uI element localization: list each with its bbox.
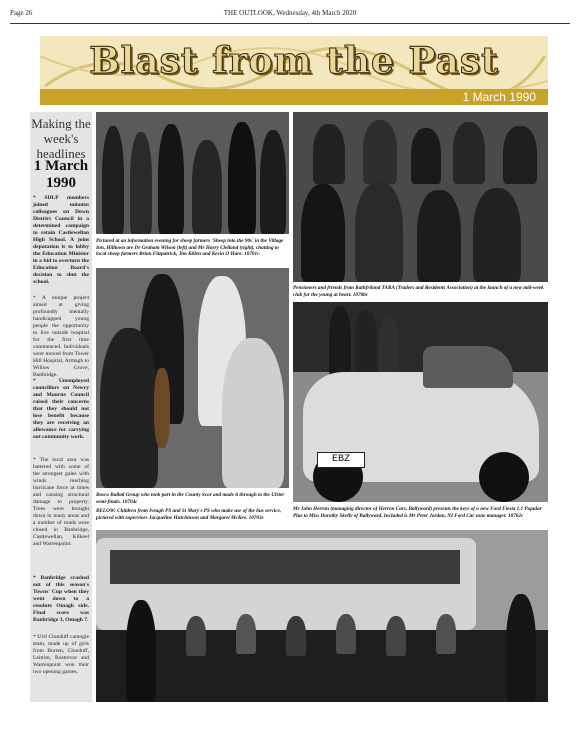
blast-from-past-banner xyxy=(40,36,548,94)
headline-item: * A unique project aimed at giving profoundly mentally handicapped young people the opportunity to live outside hospital for the first time commenced. Individuals were moved from Tower Hill Hospital, Armagh to Willow Grove, Banbridge. xyxy=(33,295,89,378)
caption-ballad-group: Bosco Ballad Group who took part in the County Scor and made it through to the Ulster semi-finals. 10704c xyxy=(96,492,285,505)
caption-pensioners: Pensioners and friends from Rathfriland TARA (Traders and Residents Association) at the launch of a new mid-week club for the young at heart. 10706c xyxy=(293,285,544,298)
paper-dateline: THE OUTLOOK, Wednesday, 4th March 2020 xyxy=(223,9,357,17)
headline-item: * Unemployed councillors on Newry and Mourne Council raised their concerns that they should not lose benefit because they are receiving an allowance for carrying out community work. xyxy=(33,378,89,440)
headline-item: * U18 Clonduff camogie team, made up of girls from Burren, Clonduff, Leitrim, Rostrevor and Warrenpoint won their two opening games. xyxy=(33,634,89,675)
number-plate: EBZ 5264 xyxy=(317,452,365,468)
page-number: Page 26 xyxy=(10,9,33,17)
bus-windows xyxy=(110,550,460,584)
headline-item: * SDLP members joined unionist colleagues on Down District Council in a determined campaign to retain Castlewellan High School. A joint deputation is to lobby the Education Minister in a bid to overturn the Education Board's decision to shut the school. xyxy=(33,195,89,285)
photo-bus-children xyxy=(96,530,548,702)
car-wheel xyxy=(479,452,529,502)
sidebar-date: 1 March 1990 xyxy=(33,158,89,191)
headlines-sidebar xyxy=(30,112,92,702)
banner-date-band xyxy=(40,89,548,105)
headline-item: * The local area was battered with some of the strongest gales with winds reaching hurricane force at times and causing structural damage to property. Trees were brought down in many areas and a number of roads were closed in Banbridge, Castlewellan, Kilkeel and Warrenpoint. xyxy=(33,457,89,547)
children-group xyxy=(96,630,548,702)
fiddle-graphic xyxy=(154,368,170,448)
photo-ballad-group xyxy=(96,268,289,488)
car-windscreen xyxy=(423,346,513,388)
photo-ford-fiesta xyxy=(293,302,548,502)
banner-date: 1 March 1990 xyxy=(462,90,536,104)
photo-pensioners xyxy=(293,112,548,282)
caption-ford-fiesta: Mr John Herron (managing director of Herron Cars, Ballyward) presents the keys of a new Ford Fiesta 1.1 Popular Plus to Miss Dorothy Skelly of Ballyward. Included is Mr Peter Jordan, NI Ford Car zone manager. 10702c xyxy=(293,506,542,519)
headline-item: * Banbridge crashed out of this season's Towns' Cup when they went down to a resolute Omagh side. Final score was Banbridge 3, Omagh 7. xyxy=(33,575,89,623)
caption-sheep-farmers: Pictured at an information evening for sheep farmers 'Sheep into the 90s' in the Village Inn, Hilltown are Dr Graham Wilson (left) and Mr Harry Clelland (right), chatting to local sheep farmers Brian Fitzpatrick, Jim Killen and Kevin O'Hare. 10701c xyxy=(96,238,284,258)
banner-title: Blast from the Past xyxy=(89,40,499,82)
header-rule xyxy=(10,23,570,24)
caption-bus-children: BELOW: Children from Iveagh PS and St Mary's PS who make use of the bus service, pictured with superviors Jacqueline Hutchinson and Margaret McKee. 10703c xyxy=(96,508,282,521)
sidebar-heading: Making the week's headlines xyxy=(31,116,91,161)
photo-sheep-farmers xyxy=(96,112,289,234)
